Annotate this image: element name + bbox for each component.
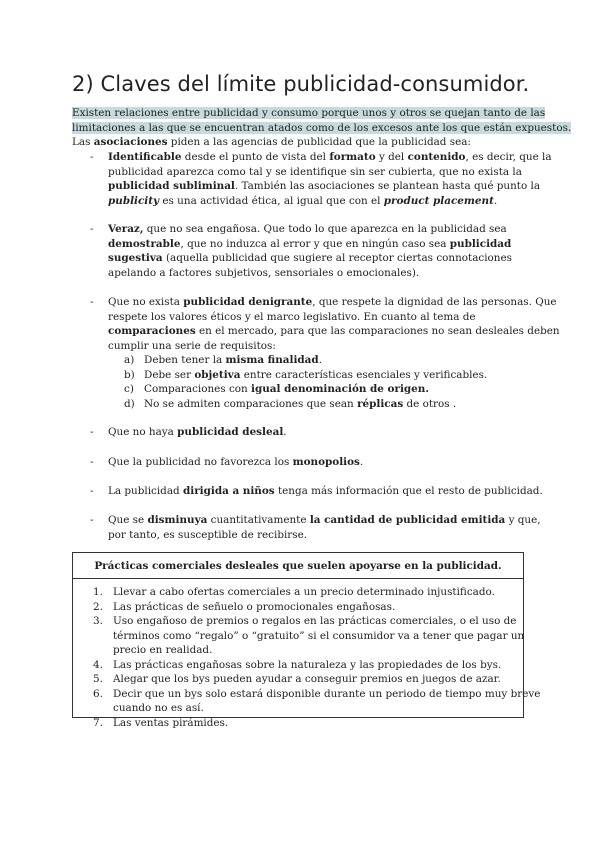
list-item — [93, 716, 513, 731]
list-item — [93, 672, 513, 687]
list-number: 2. — [93, 600, 103, 613]
sublist-item: a) Deben tener la misma finalidad. — [124, 354, 322, 366]
sublist-item: d) No se admiten comparaciones que sean réplicas de otros . — [124, 397, 457, 410]
sublist-item: c) Comparaciones con igual denominación de origen. — [124, 383, 429, 395]
box-title: Prácticas comerciales desleales que suelen apoyarse en la publicidad. — [73, 553, 523, 579]
list-item-text: Decir que un bys solo estará disponible durante un periodo de tiempo muy breve — [113, 687, 541, 700]
list-number: 5. — [93, 673, 103, 685]
list-item-text: precio en realidad. — [113, 644, 213, 656]
page-title: 2) Claves del límite publicidad-consumidor. — [72, 72, 530, 96]
list-item — [93, 658, 513, 673]
list-item-text: Llevar a cabo ofertas comerciales a un precio determinado injustificado. — [113, 586, 495, 598]
list-number: 3. — [93, 615, 103, 627]
list-item — [93, 687, 541, 716]
list-item — [93, 614, 525, 658]
list-item — [93, 600, 513, 615]
list-item-text: Las prácticas de señuelo o promocionales engañosas. — [113, 600, 396, 613]
practices-list — [93, 585, 541, 730]
document-page: 2) Claves del límite publicidad-consumidor. Existen relaciones entre publicidad y consumo porque unos y otros se quejan tanto de las limitaciones a las que se encuentran atados como de los excesos ante los que están expuestos. Las asociaciones piden a las agencias de publicidad que la publicidad sea: - Identificable desde el punto de vista del formato y del contenido, es decir, que la publicidad aparezca como tal y se identifique sin ser cubierta, que no exista la publicidad subliminal. También las asociaciones se plantean hasta qué punto la publicity es una actividad ética, al igual que con el product placement. - Veraz, que no sea engañosa. Que todo lo que aparezca en la publicidad sea demostrable, que no induzca al error y que en ningún caso sea publicidad sugestiva (aquella publicidad que sugiere al receptor ciertas connotaciones apelando a factores subjetivos, sensoriales o emocionales). - Que no exista publicidad denigrante, que respete la dignidad de las personas. Que respete los valores éticos y el marco legislativo. En cuanto al tema de comparaciones en el mercado, para que las comparaciones no sean desleales deben cumplir una serie de requisitos: a) Deben tener la misma finalidad. b) Debe ser objetiva entre características esenciales y verificables. c) Comparaciones con igual denominación de origen. d) No se admiten comparaciones que sean réplicas de otros . - Que no haya publicidad desleal. - Que la publicidad no favorezca los monopolios. - La publicidad dirigida a niños tenga más información que el resto de publicidad. - Que se disminuya cuantitativamente la cantidad de publicidad emitida y que, por tanto, es susceptible de recibirse. Prácticas comerciales desleales que suelen apoyarse en la publicidad. 1. Llevar a cabo ofertas comerciales a un precio determinado injustificado. 2. Las prácticas de señuelo o promocionales engañosas. 3. Uso engañoso de premios o regalos en las prácticas comerciales, o el uso de términos como “regalo” o “gratuito” si el consumidor va a tener que pagar un precio en realidad. 4. Las prácticas engañosas sobre la naturaleza y las propiedades de los bys. 5. Alegar que los bys pueden ayudar a conseguir premios en juegos de azar. 6. Decir que un bys solo estará disponible durante un periodo de tiempo muy breve cuando no es así. 7. Las ventas pirámides. — [72, 72, 572, 729]
list-item-text: términos como “regalo” o “gratuito” si el consumidor va a tener que pagar un — [113, 629, 525, 642]
practices-box — [72, 552, 541, 729]
list-item-text: Alegar que los bys pueden ayudar a conseguir premios en juegos de azar. — [113, 673, 501, 685]
list-number: 4. — [93, 658, 103, 671]
intro-paragraph: Existen relaciones entre publicidad y consumo porque unos y otros se quejan tanto de las limitaciones a las que se encuentran atados como de los excesos ante los que están expuestos. Las asociaciones piden a las agencias de publicidad que la publicidad sea: — [72, 107, 572, 148]
list-item — [93, 585, 513, 600]
list-number: 7. — [93, 716, 103, 729]
sublist-item: b) Debe ser objetiva entre características esenciales y verificables. — [124, 368, 488, 381]
list-item-text: Las ventas pirámides. — [113, 716, 229, 729]
list-item-text: Uso engañoso de premios o regalos en las prácticas comerciales, o el uso de — [113, 615, 517, 627]
list-number: 6. — [93, 687, 103, 700]
highlighted-text: Existen relaciones entre publicidad y consumo porque unos y otros se quejan tanto de las — [72, 107, 546, 119]
list-number: 1. — [93, 586, 103, 598]
highlighted-text: limitaciones a las que se encuentran atados como de los excesos ante los que están expuestos. — [72, 121, 572, 134]
list-item-text: Las prácticas engañosas sobre la naturaleza y las propiedades de los bys. — [113, 658, 502, 671]
list-item-text: cuando no es así. — [113, 702, 204, 714]
